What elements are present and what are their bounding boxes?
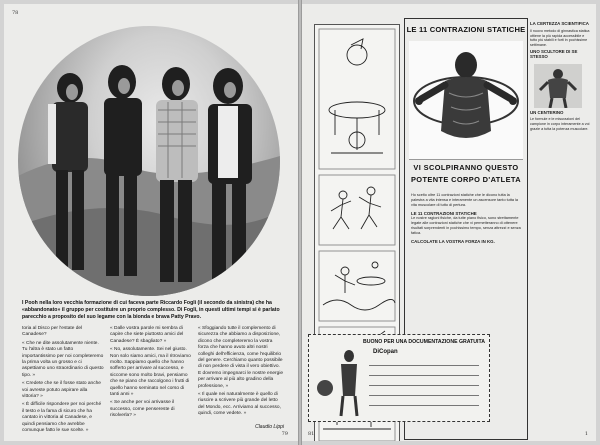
coupon-title: BUONO PER UNA DOCUMENTAZIONE GRATUITA [363, 339, 485, 345]
article-column-3 [198, 326, 284, 420]
photo-caption: I Pooh nella loro vecchia formazione di cui faceva parte Riccardo Fogli (il secondo da sinistra) che ha «abbandonato» il gruppo per costituire un proprio complesso. Di Fogli, in questi ultimi tempi si è parlato parecchio a proposito del suo legame con la bionda e brava Patty Pravo. [22, 300, 280, 320]
band-photo [18, 26, 280, 296]
page-number: 81 [308, 431, 315, 437]
coupon-brand: DiCopan [373, 349, 398, 355]
ad-intro: Ho scelto oltre 11 contrazioni statiche che le dicono tutta la palestra a vita intensa e interamente un ascensore tanto tutta la vita muscolare di tutto di pertura. [411, 193, 519, 207]
ad-text: Le nostre ragioni fisiche, da tutte piano fisico, sono strettamente legate alle contrazioni statiche che vi permetteranno di ottenere risultati sorprendenti in pochissimo tempo, senza attrezzi e senza fatica. [411, 216, 521, 235]
ad-subheading: CALCOLATE LA VOSTRA FORZA IN KG. [411, 239, 495, 244]
paragraph: « Il quale nei naturalmente è quello di riuscire a scrivere più grande del letto del Mondo, ecc. Arriviamo al successo, quindi, come vedete. » [198, 392, 281, 417]
coupon-line[interactable] [369, 365, 479, 366]
paragraph: « Credete che se il fosse stato anche voi avreste potuto aspirare alla vittoria? » [22, 381, 101, 400]
athlete-photo [409, 41, 523, 160]
article-column-2 [110, 326, 192, 422]
coupon-figures [311, 336, 363, 420]
ad-title: LE 11 CONTRAZIONI STATICHE [406, 25, 526, 34]
page-number: 78 [12, 10, 19, 16]
paragraph: « È difficile rispondere per noi perché il testo e la fama di sicuro che ha cantato in vittoria al Canadese, e quindi pensiamo che avrebbe comunque fatto le sue scelte. » [22, 402, 102, 434]
order-coupon[interactable] [308, 334, 490, 422]
athlete-illustration [409, 41, 523, 159]
coupon-line[interactable] [369, 385, 479, 386]
paragraph: « Se anche per voi arrivasse il successo, come pensereste di risolverla? » [110, 400, 175, 419]
left-page [4, 4, 298, 441]
bodybuilder-photo [534, 64, 582, 108]
side-subheading: UN CENTERINO [530, 109, 564, 115]
coupon-line[interactable] [369, 405, 479, 406]
author-signature: Claudio Lippi [255, 424, 284, 430]
page-number: 79 [281, 431, 288, 437]
right-page [302, 4, 596, 441]
paragraph: « Dalle vostra parole mi sembra di capire che siete piuttosto amici del Canadese? È sbagliato? » [110, 326, 184, 344]
bodybuilder-illustration [534, 64, 582, 108]
coupon-line[interactable] [369, 395, 479, 396]
paragraph: « No, assolutamente. Sei nel giusto. Non solo siamo amici, ma il ritroviamo molto. Sappiamo quello che hanno sofferto per arrivare al successo, e siccome sono molto bravi, pensiamo che se piano che raccolgono i frutti di quello hanno seminato nel corso di tanti anni » [110, 347, 191, 398]
ad-headline-1: VI SCOLPIRANNO QUESTO [413, 163, 519, 172]
ad-body [411, 193, 521, 244]
paragraph: « Sfoggiando tutte il complemento di sicurezza che abbiamo a disposizione, dicono che completeremo la vostra forza che hanno avuto altri nostri colleghi dell'efficienza, come l'equilibrio del genere. Cerchiamo quanto possibile di non perdere di vista il vero obiettivo. E dovremo impegnarci le nostre energie per arrivare al più alto gradino della professione, » [198, 326, 284, 389]
band-photo-illustration [18, 26, 280, 296]
coupon-line[interactable] [369, 375, 479, 376]
side-text: Il nuovo metodo di ginnastica statica ottiene la più rapida accessibile e tutto più stabili e forti in pochissime settimane. [530, 28, 590, 48]
ad-side-column [530, 20, 590, 132]
page-number: 1 [584, 431, 588, 437]
side-subheading: LA CERTEZZA SCIENTIFICA [530, 21, 589, 26]
ad-headline-2: POTENTE CORPO D'ATLETA [410, 175, 522, 184]
article-column-1 [22, 326, 104, 437]
ad-subheading: LE 11 CONTRAZIONI STATICHE [411, 211, 477, 216]
side-text: Le formule e le misurazioni del campione in corpo interamente a voi grazie a tutta la potenza muscolare. [530, 117, 590, 131]
paragraph: « Che ne dite assolutamente niente. Tu l'altra è stato un fatto importantissimo per noi completeremo la prima volta un grosso e ci aspettiamo uno straordinario di questo tipo. » [22, 340, 104, 378]
paragraph: toria al Disco per l'estate del Canadese? [22, 326, 83, 338]
side-subheading: UNO SCULTORE DI SE STESSO [530, 48, 578, 59]
